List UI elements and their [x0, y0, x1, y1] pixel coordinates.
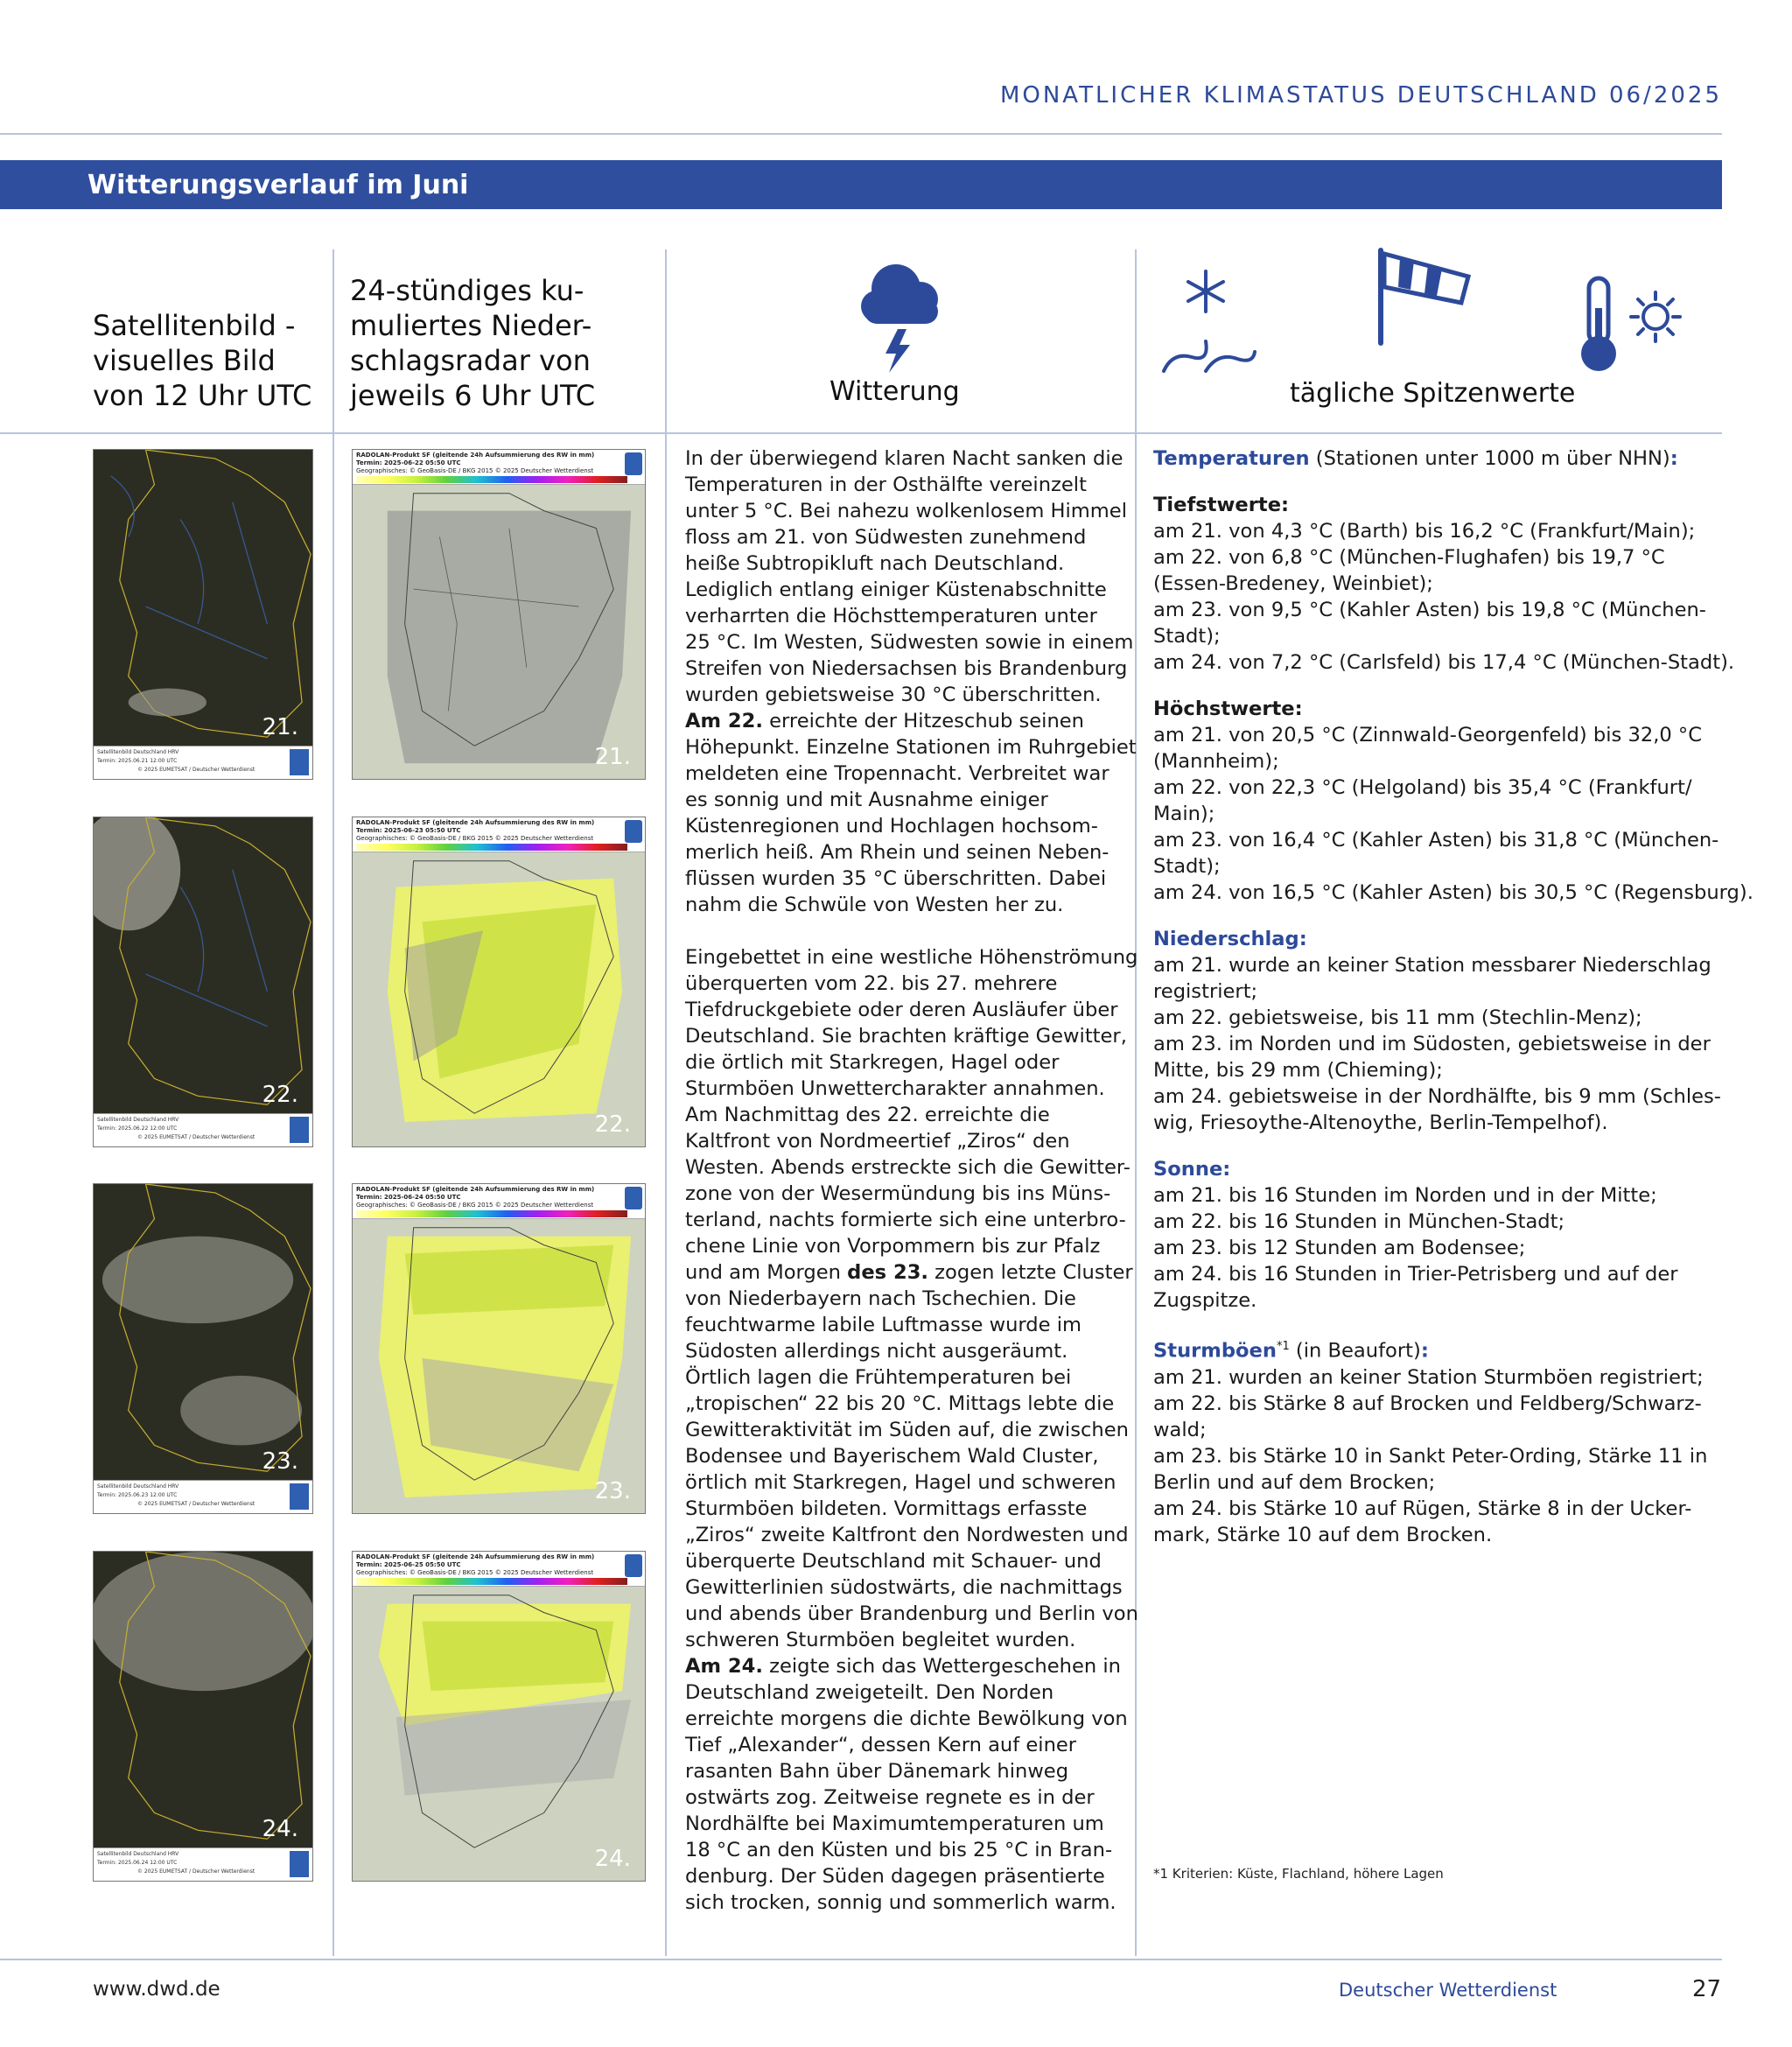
- radar-caption: [353, 1552, 645, 1587]
- text-line: floss am 21. von Südwesten zunehmend: [685, 526, 1087, 549]
- dwd-logo-icon: [625, 452, 642, 475]
- text-line: Am Nachmittag des 22. erreichte die: [685, 1104, 1050, 1126]
- text-span: :: [1420, 1339, 1429, 1363]
- thunderstorm-cloud-icon: [856, 256, 943, 378]
- caption-line: Termin: 2025-06-25 05:50 UTC: [356, 1561, 461, 1568]
- text-line: örtlich mit Starkregen, Hagel und schweren: [685, 1471, 1116, 1494]
- radar-caption: [353, 450, 645, 485]
- radar-image-day: [352, 449, 646, 780]
- column-divider: [665, 249, 667, 1956]
- peak-values: [1153, 445, 1754, 1548]
- text-line: Tiefdruckgebiete oder deren Ausläufer über: [685, 999, 1118, 1021]
- precipitation-legend: [356, 1210, 627, 1217]
- text-span: erreichte der Hitzeschub seinen: [762, 710, 1084, 733]
- text-line: Stadt);: [1153, 855, 1221, 878]
- caption-line: Satellitenbild Deutschland HRV: [97, 749, 179, 755]
- caption-line: RADOLAN-Produkt SF (gleitende 24h Aufsummierung des RW in mm): [356, 452, 595, 459]
- text-span: zogen letzte Cluster: [928, 1261, 1133, 1284]
- text-line: am 22. bis Stärke 8 auf Brocken und Feldberg/Schwarz-: [1153, 1392, 1702, 1415]
- text-line: Main);: [1153, 803, 1215, 825]
- caption-line: Termin: 2025.06.23 12:00 UTC: [97, 1492, 178, 1498]
- text-line: merlich heiß. Am Rhein und seinen Neben-: [685, 841, 1110, 864]
- text-line: Tief „Alexander“, dessen Kern auf einer: [685, 1734, 1077, 1756]
- section-title: Witterungsverlauf im Juni: [88, 170, 469, 200]
- caption-line: Termin: 2025-06-23 05:50 UTC: [356, 827, 461, 834]
- text-line: denburg. Der Süden dagegen präsentierte: [685, 1865, 1105, 1888]
- text-line: es sonnig und mit Ausnahme einiger: [685, 789, 1048, 811]
- text-line: „Ziros“ zweite Kaltfront den Nordwesten und: [685, 1524, 1129, 1546]
- text-line: am 24. von 16,5 °C (Kahler Asten) bis 30,5 °C (Regensburg).: [1153, 881, 1754, 904]
- caption-line: Satellitenbild Deutschland HRV: [97, 1117, 179, 1123]
- text-line: verharrten die Höchsttemperaturen unter: [685, 605, 1097, 627]
- text-line: am 23. im Norden und im Südosten, gebietsweise in der: [1153, 1033, 1711, 1055]
- text-line: zone von der Wesermündung bis ins Müns-: [685, 1182, 1111, 1205]
- text-line: am 21. wurde an keiner Station messbarer Niederschlag: [1153, 954, 1712, 977]
- satellite-caption: [94, 1113, 312, 1146]
- satellite-caption: [94, 1847, 312, 1881]
- footnote: *1 Kriterien: Küste, Flachland, höhere Lagen: [1153, 1866, 1444, 1882]
- text-line: am 24. von 7,2 °C (Carlsfeld) bis 17,4 °C (München-Stadt).: [1153, 651, 1735, 674]
- precipitation-legend: [356, 1578, 627, 1585]
- text-line: Deutschland zweigeteilt. Den Norden: [685, 1681, 1054, 1704]
- text-line: wig, Friesoythe-Altenoythe, Berlin-Tempelhof).: [1153, 1111, 1608, 1134]
- caption-line: Termin: 2025.06.22 12:00 UTC: [97, 1125, 178, 1132]
- windsock-icon: [1374, 245, 1479, 350]
- text-line: von Niederbayern nach Tschechien. Die: [685, 1287, 1076, 1310]
- text-line: ostwärts zog. Zeitweise regnete es in der: [685, 1786, 1095, 1809]
- gusts-heading: [1153, 1334, 1754, 1364]
- text-line: Kaltfront von Nordmeertief „Ziros“ den: [685, 1130, 1070, 1153]
- caption-line: RADOLAN-Produkt SF (gleitende 24h Aufsummierung des RW in mm): [356, 1186, 595, 1193]
- text-line: Nordhälfte bei Maximumtemperaturen um: [685, 1812, 1104, 1835]
- text-line: 25 °C. Im Westen, Südwesten sowie in einem: [685, 631, 1134, 654]
- dwd-logo-icon: [290, 1117, 309, 1143]
- text-line: und abends über Brandenburg und Berlin von: [685, 1602, 1138, 1625]
- text-line: am 22. von 6,8 °C (München-Flughafen) bis 19,7 °C: [1153, 546, 1665, 569]
- caption-line: Termin: 2025-06-24 05:50 UTC: [356, 1194, 461, 1201]
- text-line: Höhepunkt. Einzelne Stationen im Ruhrgebiet: [685, 736, 1137, 759]
- text-line: rasanten Bahn über Dänemark hinweg: [685, 1760, 1069, 1783]
- text-line: (Mannheim);: [1153, 750, 1279, 773]
- text-line: Örtlich lagen die Frühtemperaturen bei: [685, 1366, 1072, 1389]
- day-label: 22.: [262, 1082, 298, 1108]
- text-line: überquerten vom 22. bis 27. mehrere: [685, 972, 1058, 995]
- precipitation-legend: [356, 844, 627, 851]
- day-highlight: des 23.: [847, 1261, 928, 1284]
- text-line: erreichte morgens die dichte Bewölkung von: [685, 1707, 1128, 1730]
- text-span: :: [1670, 447, 1678, 470]
- text-line: [685, 708, 1138, 734]
- caption-line: Geographisches: © GeoBasis-DE / BKG 2015 © 2025 Deutscher Wetterdienst: [356, 1202, 594, 1209]
- report-header-title: MONATLICHER KLIMASTATUS DEUTSCHLAND 06/2025: [999, 82, 1722, 109]
- precipitation-legend: [356, 476, 627, 483]
- min-temp-heading: Tiefstwerte:: [1153, 494, 1290, 516]
- caption-line: Geographisches: © GeoBasis-DE / BKG 2015 © 2025 Deutscher Wetterdienst: [356, 1569, 594, 1576]
- text-line: Sturmböen bildeten. Vormittags erfasste: [685, 1497, 1088, 1520]
- sunshine-heading: Sonne:: [1153, 1158, 1231, 1181]
- footnote-marker: *1: [1276, 1340, 1290, 1353]
- text-line: am 23. von 16,4 °C (Kahler Asten) bis 31,8 °C (München-: [1153, 829, 1719, 852]
- caption-line: Satellitenbild Deutschland HRV: [97, 1851, 179, 1857]
- day-label: 23.: [594, 1478, 631, 1504]
- day-label: 21.: [262, 714, 298, 740]
- text-span: (in Beaufort): [1289, 1339, 1421, 1363]
- text-line: Gewitteraktivität im Süden auf, die zwischen: [685, 1419, 1129, 1441]
- weather-narrative: [685, 445, 1138, 1916]
- satellite-image-day: [93, 1183, 313, 1514]
- text-line: am 24. bis 16 Stunden in Trier-Petrisberg und auf der: [1153, 1263, 1678, 1286]
- text-line: am 21. wurden an keiner Station Sturmböen registriert;: [1153, 1365, 1704, 1389]
- section-label: Sturmböen: [1153, 1339, 1277, 1363]
- text-line: 18 °C an den Küsten und bis 25 °C in Bran-: [685, 1839, 1113, 1861]
- caption-line: Geographisches: © GeoBasis-DE / BKG 2015 © 2025 Deutscher Wetterdienst: [356, 467, 594, 474]
- radar-image-day: [352, 1551, 646, 1882]
- text-line: am 23. bis 12 Stunden am Bodensee;: [1153, 1237, 1526, 1259]
- text-line: Eingebettet in eine westliche Höhenströmung: [685, 946, 1138, 969]
- text-line: Bodensee und Bayerischem Wald Cluster,: [685, 1445, 1099, 1468]
- section-label: Temperaturen: [1153, 447, 1310, 470]
- dwd-logo-icon: [290, 749, 309, 775]
- text-line: überquerte Deutschland mit Schauer- und: [685, 1550, 1102, 1573]
- satellite-heading-line: von 12 Uhr UTC: [93, 379, 312, 412]
- peaks-column-heading: tägliche Spitzenwerte: [1290, 378, 1576, 409]
- caption-line: RADOLAN-Produkt SF (gleitende 24h Aufsummierung des RW in mm): [356, 819, 595, 826]
- footer-divider: [0, 1959, 1722, 1960]
- caption-line: Geographisches: © GeoBasis-DE / BKG 2015 © 2025 Deutscher Wetterdienst: [356, 835, 594, 842]
- caption-line: Termin: 2025.06.24 12:00 UTC: [97, 1860, 178, 1866]
- day-label: 21.: [594, 744, 631, 770]
- text-line: am 21. bis 16 Stunden im Norden und in der Mitte;: [1153, 1184, 1657, 1207]
- organization-name: Deutscher Wetterdienst: [1339, 1980, 1558, 2001]
- text-line: Gewitterlinien südostwärts, die nachmittags: [685, 1576, 1123, 1599]
- text-line: flüssen wurden 35 °C überschritten. Dabei: [685, 867, 1107, 890]
- radar-heading-line: jeweils 6 Uhr UTC: [350, 379, 596, 412]
- text-line: Sturmböen Unwettercharakter annahmen.: [685, 1077, 1105, 1100]
- dwd-logo-icon: [290, 1851, 309, 1877]
- satellite-heading-line: Satellitenbild -: [93, 309, 296, 342]
- column-divider: [332, 249, 334, 1956]
- caption-line: Termin: 2025.06.21 12:00 UTC: [97, 758, 178, 764]
- text-line: am 21. von 4,3 °C (Barth) bis 16,2 °C (Frankfurt/Main);: [1153, 520, 1696, 543]
- day-highlight: Am 24.: [685, 1655, 763, 1678]
- text-line: am 24. gebietsweise in der Nordhälfte, bis 9 mm (Schles-: [1153, 1085, 1721, 1108]
- text-line: feuchtwarme labile Luftmasse wurde im: [685, 1314, 1082, 1336]
- satellite-image-day: [93, 449, 313, 780]
- radar-heading-line: 24-stündiges ku-: [350, 274, 584, 307]
- snowflake-road-icon: [1157, 268, 1262, 382]
- text-line: registriert;: [1153, 980, 1258, 1003]
- text-line: „tropischen“ 22 bis 20 °C. Mittags lebte die: [685, 1392, 1115, 1415]
- text-line: Zugspitze.: [1153, 1289, 1257, 1312]
- day-label: 24.: [594, 1846, 631, 1872]
- dwd-logo-icon: [625, 1187, 642, 1209]
- paragraph-gap: [685, 918, 1138, 944]
- text-line: Küstenregionen und Hochlagen hochsom-: [685, 815, 1098, 838]
- text-line: Mitte, bis 29 mm (Chieming);: [1153, 1059, 1443, 1082]
- text-line: chene Linie von Vorpommern bis zur Pfalz: [685, 1235, 1101, 1258]
- satellite-image-day: [93, 817, 313, 1147]
- day-label: 22.: [594, 1111, 631, 1138]
- precipitation-heading: Niederschlag:: [1153, 928, 1307, 950]
- text-line: nahm die Schwüle von Westen her zu.: [685, 894, 1064, 916]
- section-banner: [0, 160, 1722, 209]
- satellite-caption: [94, 746, 312, 779]
- text-line: am 23. von 9,5 °C (Kahler Asten) bis 19,8 °C (München-: [1153, 599, 1706, 621]
- text-line: Deutschland. Sie brachten kräftige Gewitter,: [685, 1025, 1127, 1048]
- dwd-logo-icon: [625, 1554, 642, 1577]
- heading-divider: [0, 432, 1722, 434]
- radar-image-day: [352, 817, 646, 1147]
- radar-caption: [353, 817, 645, 852]
- text-line: sich trocken, sonnig und sommerlich warm.: [685, 1891, 1116, 1914]
- text-line: (Essen-Bredeney, Weinbiet);: [1153, 572, 1433, 595]
- radar-image-day: [352, 1183, 646, 1514]
- caption-line: © 2025 EUMETSAT / Deutscher Wetterdienst: [137, 1501, 256, 1507]
- caption-line: © 2025 EUMETSAT / Deutscher Wetterdienst: [137, 767, 256, 773]
- header-divider: [0, 133, 1722, 135]
- text-line: [685, 1653, 1138, 1679]
- satellite-image-day: [93, 1551, 313, 1882]
- caption-line: Satellitenbild Deutschland HRV: [97, 1483, 179, 1490]
- text-line: mark, Stärke 10 auf dem Brocken.: [1153, 1523, 1493, 1546]
- text-line: unter 5 °C. Bei nahezu wolkenlosem Himmel: [685, 500, 1127, 522]
- text-span: und am Morgen: [685, 1261, 848, 1284]
- satellite-heading-line: visuelles Bild: [93, 344, 276, 377]
- satellite-column-heading: [93, 308, 312, 413]
- day-label: 24.: [262, 1816, 298, 1842]
- text-line: am 23. bis Stärke 10 in Sankt Peter-Ording, Stärke 11 in: [1153, 1444, 1708, 1468]
- text-line: Berlin und auf dem Brocken;: [1153, 1470, 1436, 1494]
- radar-column-heading: [350, 273, 595, 413]
- max-temp-heading: Höchstwerte:: [1153, 698, 1303, 720]
- text-line: am 22. gebietsweise, bis 11 mm (Stechlin-Menz);: [1153, 1006, 1642, 1029]
- text-line: am 22. bis 16 Stunden in München-Stadt;: [1153, 1210, 1565, 1233]
- text-span: zeigte sich das Wettergeschehen in: [762, 1655, 1121, 1678]
- text-line: wurden gebietsweise 30 °C überschritten.: [685, 684, 1102, 706]
- caption-line: RADOLAN-Produkt SF (gleitende 24h Aufsummierung des RW in mm): [356, 1553, 595, 1560]
- day-highlight: Am 22.: [685, 710, 763, 733]
- caption-line: © 2025 EUMETSAT / Deutscher Wetterdienst: [137, 1134, 256, 1140]
- thermometer-sun-icon: [1575, 273, 1689, 378]
- satellite-caption: [94, 1480, 312, 1513]
- text-line: Streifen von Niedersachsen bis Brandenburg: [685, 657, 1128, 680]
- dwd-logo-icon: [625, 820, 642, 843]
- caption-line: © 2025 EUMETSAT / Deutscher Wetterdienst: [137, 1868, 256, 1875]
- dwd-logo-icon: [290, 1483, 309, 1510]
- text-line: Lediglich entlang einiger Küstenabschnitte: [685, 578, 1107, 601]
- temperature-heading: [1153, 445, 1754, 472]
- text-span: (Stationen unter 1000 m über NHN): [1309, 447, 1670, 470]
- text-line: am 22. von 22,3 °C (Helgoland) bis 35,4 °C (Frankfurt/: [1153, 776, 1692, 799]
- text-line: heiße Subtropikluft nach Deutschland.: [685, 552, 1065, 575]
- weather-column-heading: Witterung: [830, 376, 960, 407]
- text-line: am 24. bis Stärke 10 auf Rügen, Stärke 8 in der Ucker-: [1153, 1497, 1692, 1520]
- page-number: 27: [1692, 1976, 1722, 2002]
- day-label: 23.: [262, 1448, 298, 1475]
- text-line: terland, nachts formierte sich eine unterbro-: [685, 1209, 1126, 1231]
- caption-line: Termin: 2025-06-22 05:50 UTC: [356, 459, 461, 466]
- text-line: Stadt);: [1153, 625, 1221, 648]
- text-line: Südosten allerdings nicht ausgeräumt.: [685, 1340, 1068, 1363]
- text-line: die örtlich mit Starkregen, Hagel oder: [685, 1051, 1060, 1074]
- text-line: Westen. Abends erstreckte sich die Gewitter-: [685, 1156, 1130, 1179]
- text-line: wald;: [1153, 1418, 1207, 1441]
- radar-heading-line: muliertes Nieder-: [350, 309, 592, 342]
- radar-caption: [353, 1184, 645, 1219]
- text-line: Temperaturen in der Osthälfte vereinzelt: [685, 473, 1087, 496]
- website-link[interactable]: www.dwd.de: [93, 1978, 220, 2001]
- text-line: In der überwiegend klaren Nacht sanken die: [685, 447, 1124, 470]
- text-line: schweren Sturmböen begleitet wurden.: [685, 1629, 1076, 1651]
- text-line: am 21. von 20,5 °C (Zinnwald-Georgenfeld) bis 32,0 °C: [1153, 724, 1703, 747]
- text-line: meldeten eine Tropennacht. Verbreitet war: [685, 762, 1110, 785]
- text-line: [685, 1259, 1138, 1286]
- radar-heading-line: schlagsradar von: [350, 344, 591, 377]
